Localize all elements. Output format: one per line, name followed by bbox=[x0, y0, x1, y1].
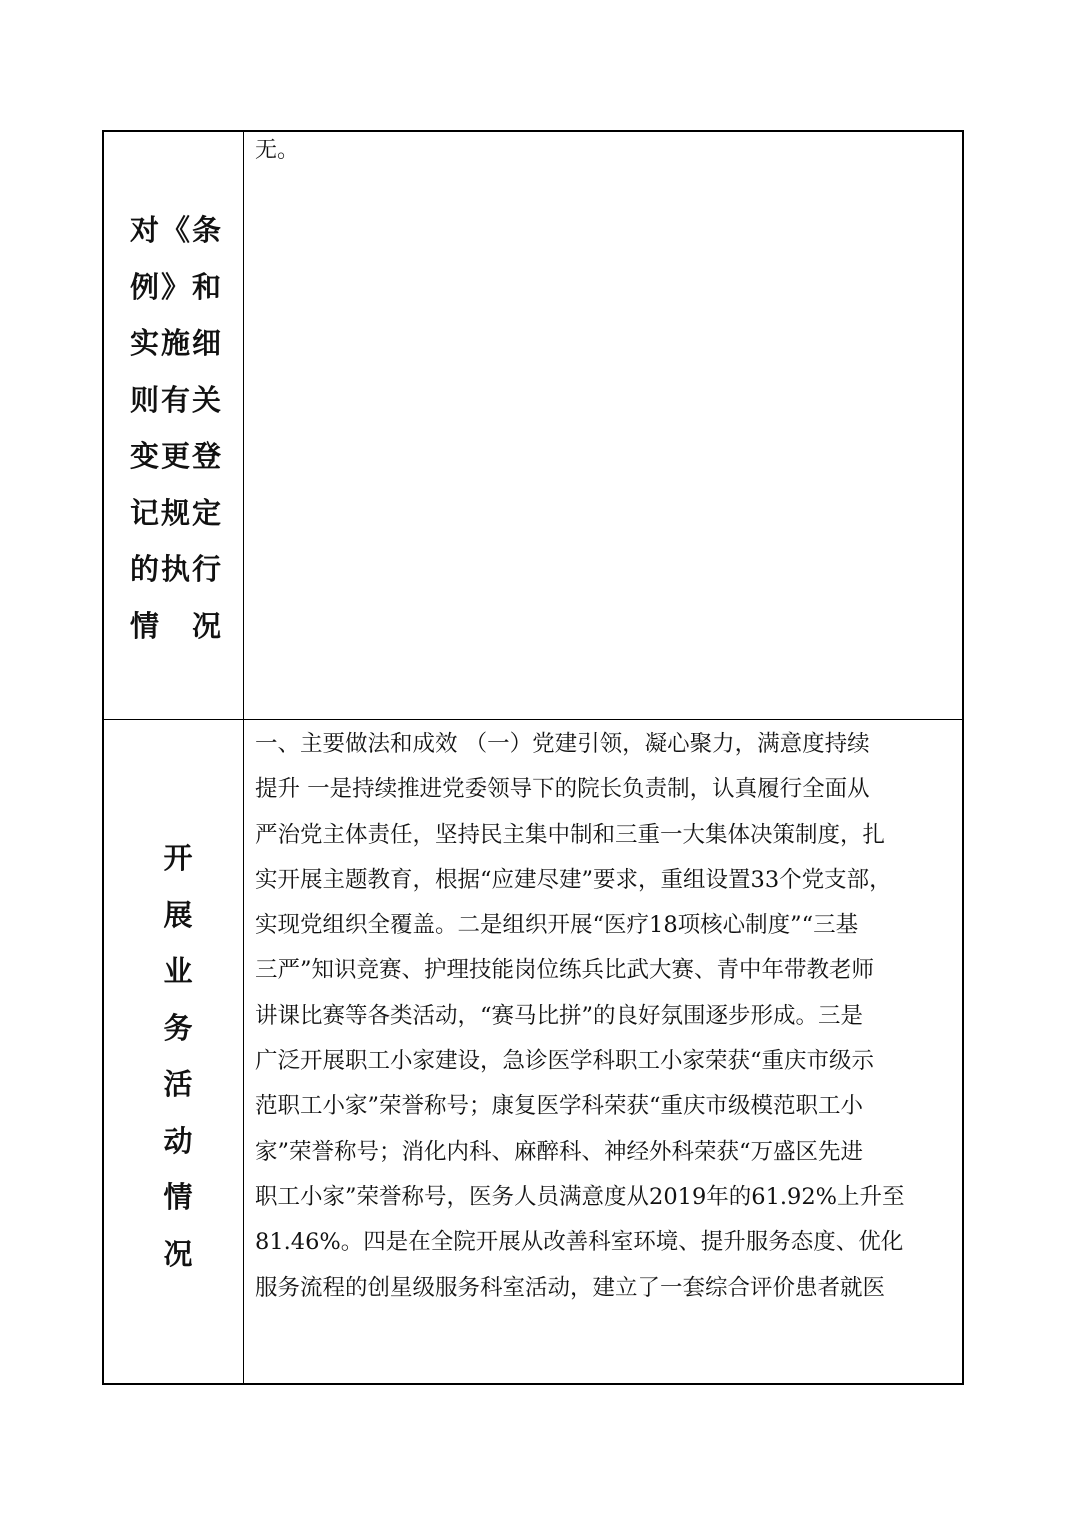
label-char: 情 bbox=[163, 1180, 193, 1214]
registration-form-table bbox=[102, 130, 964, 1385]
row-label-change-registration bbox=[130, 202, 230, 654]
text-line: 三严”知识竞赛、护理技能岗位练兵比武大赛、青中年带教老师 bbox=[255, 957, 875, 984]
change-registration-content: 无。 bbox=[255, 138, 300, 163]
text-line: 实开展主题教育，根据“应建尽建”要求，重组设置33个党支部， bbox=[255, 866, 892, 893]
label-char: 展 bbox=[163, 897, 193, 932]
label-line: 变更登 bbox=[130, 439, 224, 473]
text-line: 范职工小家”荣誉称号；康复医学科荣获“重庆市级模范职工小 bbox=[255, 1093, 864, 1120]
table-row-business-activities bbox=[104, 720, 962, 1383]
text-line: 实现党组织全覆盖。二是组织开展“医疗18项核心制度”“三基 bbox=[255, 912, 859, 939]
label-char: 动 bbox=[163, 1123, 193, 1158]
label-line: 例》和 bbox=[130, 269, 224, 304]
table-row-change-registration bbox=[104, 132, 962, 720]
label-line: 的执行 bbox=[130, 552, 224, 586]
text-line: 家”荣誉称号；消化内科、麻醉科、神经外科荣获“万盛区先进 bbox=[255, 1138, 864, 1165]
row-label-business-activities bbox=[158, 830, 198, 1282]
label-char: 业 bbox=[163, 954, 193, 988]
text-line: 一、主要做法和成效 （一）党建引领，凝心聚力，满意度持续 bbox=[255, 731, 870, 757]
business-activities-content bbox=[255, 722, 955, 1311]
label-line: 则有关 bbox=[130, 382, 224, 417]
label-cell bbox=[104, 132, 244, 719]
label-line: 记规定 bbox=[130, 495, 224, 530]
text-line: 职工小家”荣誉称号，医务人员满意度从2019年的61.92%上升至 bbox=[255, 1183, 905, 1210]
text-line: 广泛开展职工小家建设，急诊医学科职工小家荣获“重庆市级示 bbox=[255, 1048, 875, 1075]
text-line: 严治党主体责任，坚持民主集中制和三重一大集体决策制度，扎 bbox=[255, 821, 886, 848]
text-line: 提升 一是持续推进党委领导下的院长负责制，认真履行全面从 bbox=[255, 776, 870, 803]
label-line: 情 况 bbox=[130, 608, 224, 643]
text-line: 讲课比赛等各类活动，“赛马比拼”的良好氛围逐步形成。三是 bbox=[255, 1002, 864, 1029]
label-char: 开 bbox=[163, 841, 193, 875]
label-cell bbox=[104, 720, 244, 1383]
label-line: 对《条 bbox=[130, 213, 224, 247]
text-line: 服务流程的创星级服务科室活动，建立了一套综合评价患者就医 bbox=[255, 1274, 886, 1301]
label-char: 活 bbox=[163, 1067, 193, 1101]
content-cell bbox=[245, 720, 962, 1383]
content-cell bbox=[245, 132, 962, 719]
label-char: 况 bbox=[163, 1236, 193, 1271]
text-line: 81.46%。四是在全院开展从改善科室环境、提升服务态度、优化 bbox=[255, 1229, 904, 1256]
label-line: 实施细 bbox=[130, 326, 224, 360]
label-char: 务 bbox=[163, 1010, 193, 1045]
